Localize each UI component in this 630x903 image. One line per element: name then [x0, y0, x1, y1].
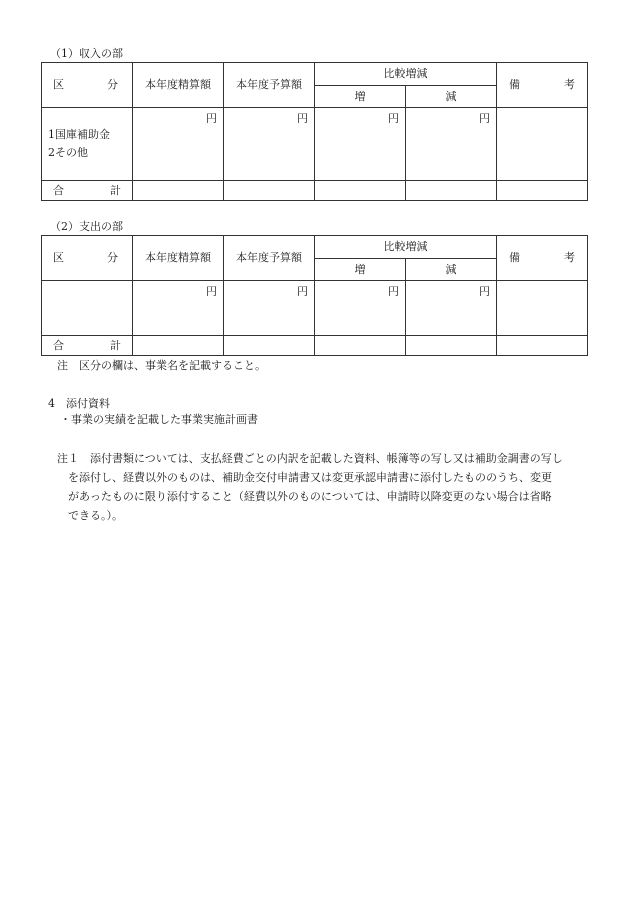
note1-line: を添付し、経費以外のものは、補助金交付申請書又は変更承認申請書に添付したもののうち、変更	[68, 471, 552, 484]
total-cell	[315, 336, 406, 356]
unit-label: 円	[133, 108, 224, 181]
note1-line: があったものに限り添付すること（経費以外のものについては、申請時以降変更のない場合は省略	[68, 490, 552, 503]
header-decrease: 減	[406, 86, 497, 108]
total-cell	[315, 181, 406, 201]
expense-section-title: （2）支出の部	[50, 220, 123, 233]
kubun-note: 注 区分の欄は、事業名を記載すること。	[57, 359, 266, 372]
header-budget: 本年度予算額	[224, 236, 315, 281]
income-section-title: （1）収入の部	[50, 47, 123, 60]
total-cell	[497, 181, 588, 201]
attachments-heading: 4 添付資料	[48, 397, 110, 410]
income-item: 2その他	[48, 146, 88, 159]
income-item: 1国庫補助金	[48, 128, 110, 141]
attachments-item: ・事業の実績を記載した事業実施計画書	[60, 413, 258, 426]
unit-label: 円	[224, 108, 315, 181]
total-cell	[224, 181, 315, 201]
total-cell	[133, 181, 224, 201]
header-comparison: 比較増減	[315, 63, 497, 86]
unit-label: 円	[133, 281, 224, 336]
unit-label: 円	[406, 281, 497, 336]
total-cell	[406, 181, 497, 201]
header-decrease: 減	[406, 259, 497, 281]
header-increase: 増	[315, 86, 406, 108]
unit-label: 円	[315, 281, 406, 336]
expense-table	[41, 235, 588, 356]
note1-label: 注１	[57, 452, 79, 465]
unit-label: 円	[315, 108, 406, 181]
header-settlement: 本年度精算額	[133, 236, 224, 281]
unit-label: 円	[406, 108, 497, 181]
expense-items-cell	[42, 281, 133, 336]
header-remarks: 備 考	[497, 63, 588, 108]
note1-line: 添付書類については、支払経費ごとの内訳を記載した資料、帳簿等の写し又は補助金調書の写し	[90, 452, 563, 465]
note1-line: できる。）。	[68, 509, 123, 522]
header-comparison: 比較増減	[315, 236, 497, 259]
note1-body	[68, 449, 580, 525]
total-cell	[406, 336, 497, 356]
total-cell	[224, 336, 315, 356]
remarks-cell	[497, 281, 588, 336]
header-budget: 本年度予算額	[224, 63, 315, 108]
remarks-cell	[497, 108, 588, 181]
header-kubun: 区 分	[42, 236, 133, 281]
header-remarks: 備 考	[497, 236, 588, 281]
header-kubun: 区 分	[42, 63, 133, 108]
income-table	[41, 62, 588, 201]
total-cell	[133, 336, 224, 356]
unit-label: 円	[224, 281, 315, 336]
header-increase: 増	[315, 259, 406, 281]
expense-total-label: 合 計	[42, 336, 133, 356]
income-total-label: 合 計	[42, 181, 133, 201]
total-cell	[497, 336, 588, 356]
header-settlement: 本年度精算額	[133, 63, 224, 108]
income-items-cell	[42, 108, 133, 181]
